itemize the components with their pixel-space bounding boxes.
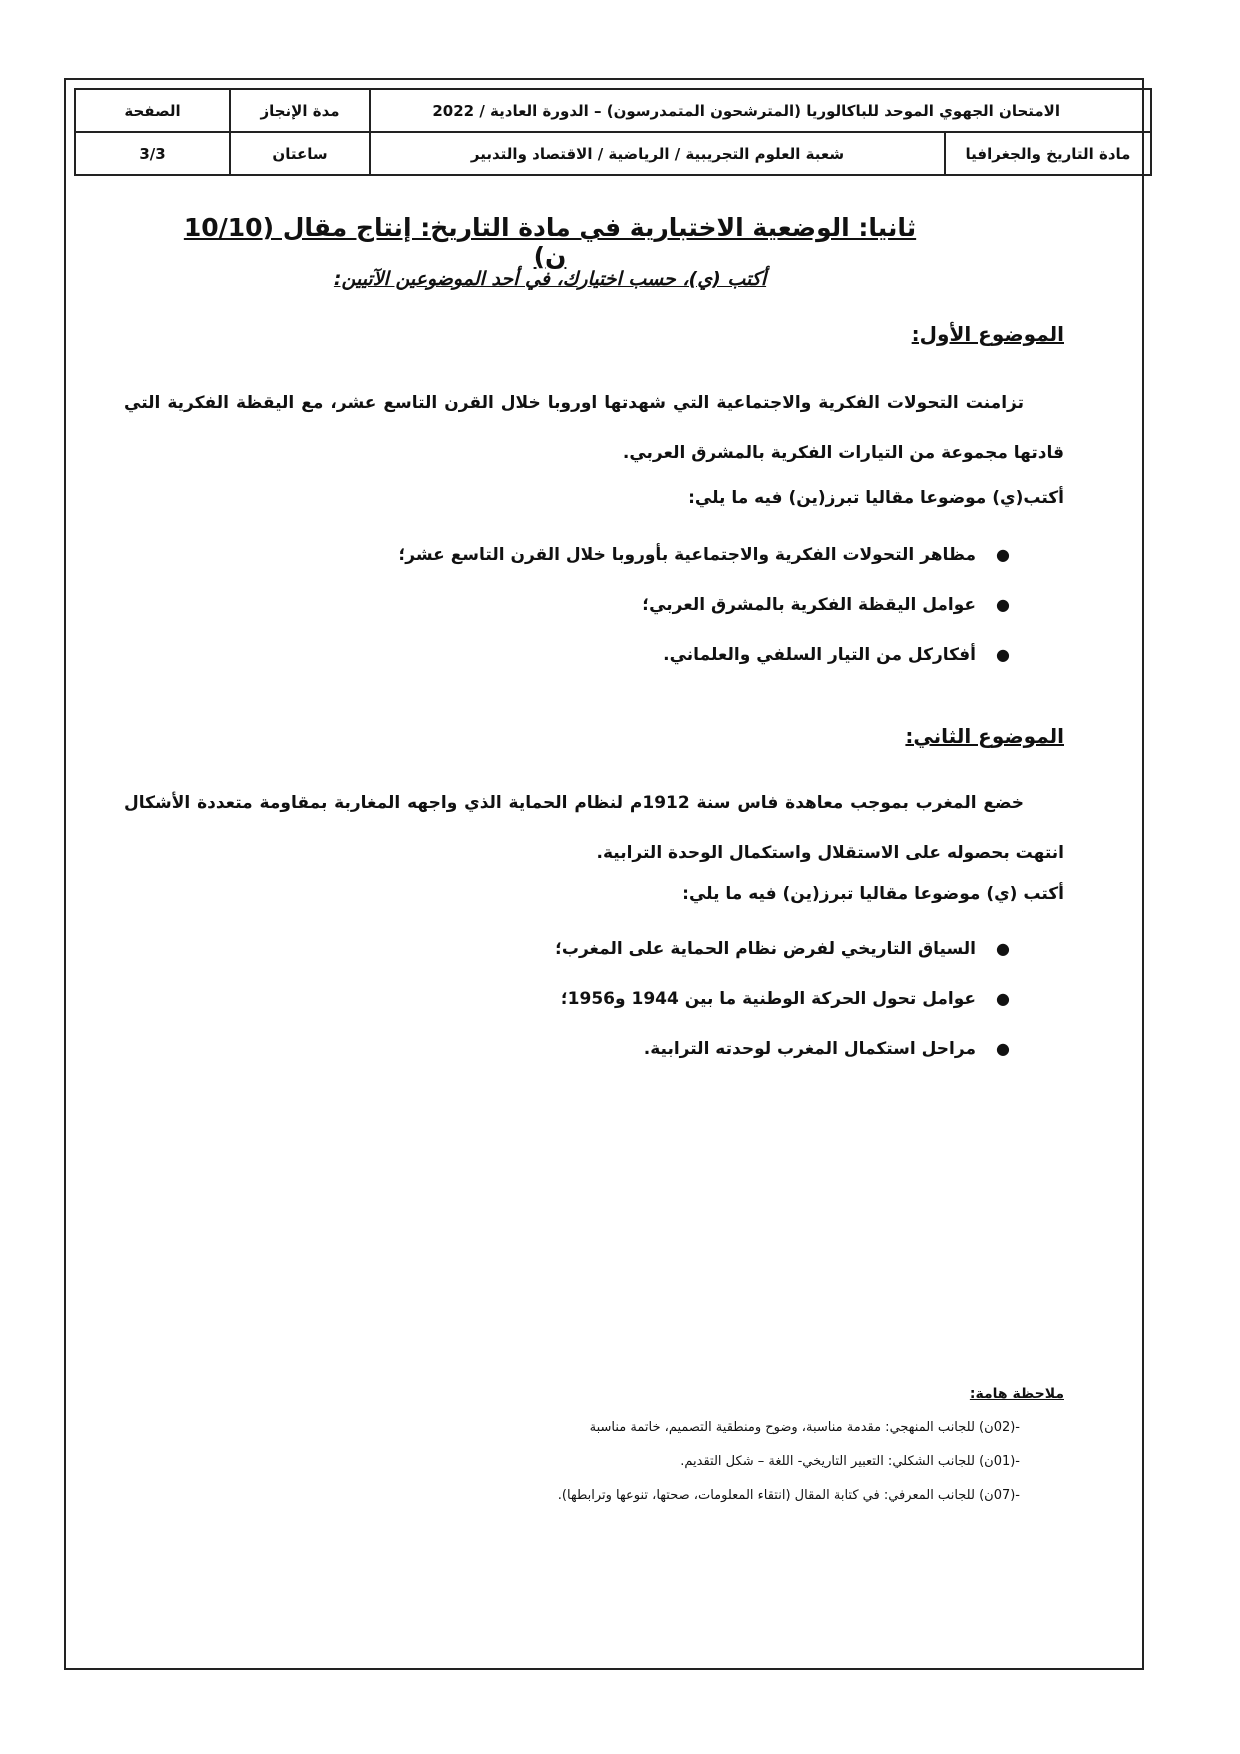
topic2-list xyxy=(555,932,1010,1082)
list-item-text: السياق التاريخي لفرض نظام الحماية على المغرب؛ xyxy=(555,939,976,959)
subject-name: مادة التاريخ والجغرافيا xyxy=(945,132,1151,175)
section-instruction: أكتب (ي)، حسب اختيارك، في أحد الموضوعين الآتيين: xyxy=(333,268,767,290)
exam-title: الامتحان الجهوي الموحد للباكالوريا (المترشحون المتمدرسون) – الدورة العادية / 2022 xyxy=(370,89,1151,132)
list-item xyxy=(398,638,1010,688)
topic1-heading: الموضوع الأول: xyxy=(911,322,1064,346)
notes-heading: ملاحظة هامة: xyxy=(969,1386,1064,1402)
list-item-text: مظاهر التحولات الفكرية والاجتماعية بأوروبا خلال القرن التاسع عشر؛ xyxy=(398,545,976,565)
topic1-list xyxy=(398,538,1010,688)
bullet-icon: ● xyxy=(996,645,1010,664)
bullet-icon: ● xyxy=(996,989,1010,1008)
section-title: ثانيا: الوضعية الاختبارية في مادة التاريخ: إنتاج مقال (10/10 ن) xyxy=(183,213,917,271)
topic2-paragraph: خضع المغرب بموجب معاهدة فاس سنة 1912م لنظام الحماية الذي واجهه المغاربة بمقاومة متعددة الأشكال انتهت بحصوله على الاستقلال واستكمال الوحدة الترابية. xyxy=(124,793,1064,863)
bullet-icon: ● xyxy=(996,545,1010,564)
page-label: الصفحة xyxy=(75,89,230,132)
topic2-prompt: أكتب (ي) موضوعا مقاليا تبرز(ين) فيه ما يلي: xyxy=(682,884,1064,904)
duration-label: مدة الإنجاز xyxy=(230,89,370,132)
list-item xyxy=(555,932,1010,982)
list-item-text: أفكاركل من التيار السلفي والعلماني. xyxy=(663,645,976,665)
topic2-heading: الموضوع الثاني: xyxy=(905,724,1064,748)
list-item xyxy=(398,538,1010,588)
bullet-icon: ● xyxy=(996,595,1010,614)
topic1-paragraph: تزامنت التحولات الفكرية والاجتماعية التي شهدتها اوروبا خلال القرن التاسع عشر، مع اليقظة الفكرية التي قادتها مجموعة من التيارات الفكرية بالمشرق العربي. xyxy=(124,393,1064,463)
list-item-text: عوامل تحول الحركة الوطنية ما بين 1944 و1956؛ xyxy=(560,989,976,1009)
branch-name: شعبة العلوم التجريبية / الرياضية / الاقتصاد والتدبير xyxy=(370,132,945,175)
topic1-prompt: أكتب(ي) موضوعا مقاليا تبرز(ين) فيه ما يلي: xyxy=(688,488,1064,508)
page-value: 3/3 xyxy=(75,132,230,175)
list-item-text: عوامل اليقظة الفكرية بالمشرق العربي؛ xyxy=(642,595,976,615)
bullet-icon: ● xyxy=(996,939,1010,958)
note-methodology: -(02ن) للجانب المنهجي: مقدمة مناسبة، وضوح ومنطقية التصميم، خاتمة مناسبة xyxy=(589,1420,1020,1435)
list-item-text: مراحل استكمال المغرب لوحدته الترابية. xyxy=(643,1039,976,1059)
list-item xyxy=(398,588,1010,638)
list-item xyxy=(555,982,1010,1032)
note-form: -(01ن) للجانب الشكلي: التعبير التاريخي- اللغة – شكل التقديم. xyxy=(680,1454,1020,1469)
exam-header-table xyxy=(74,88,1152,176)
note-knowledge: -(07ن) للجانب المعرفي: في كتابة المقال (انتقاء المعلومات، صحتها، تنوعها وترابطها). xyxy=(557,1488,1020,1503)
bullet-icon: ● xyxy=(996,1039,1010,1058)
duration-value: ساعتان xyxy=(230,132,370,175)
list-item xyxy=(555,1032,1010,1082)
